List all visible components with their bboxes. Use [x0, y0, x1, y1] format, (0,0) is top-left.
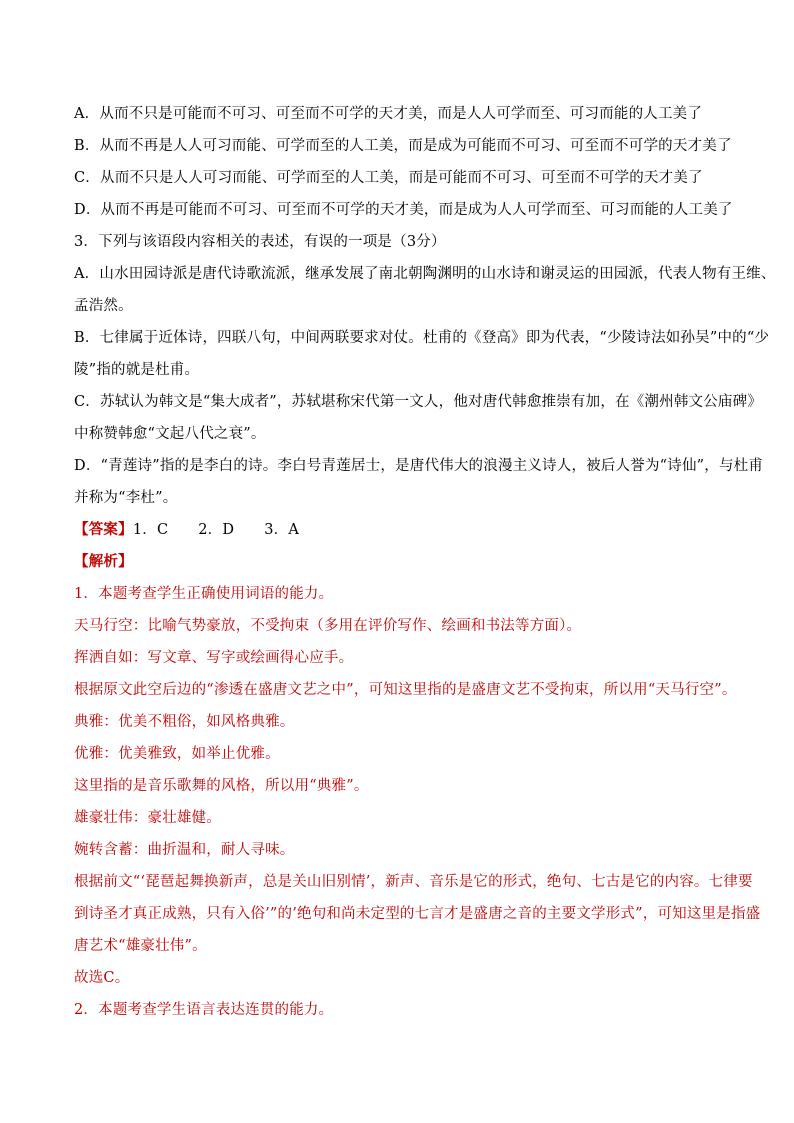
analysis-line: 唐艺术“雄豪壮伟”。 [74, 938, 207, 954]
analysis-tag: 【解析】 [74, 553, 133, 570]
analysis-heading [74, 546, 724, 578]
option-c: C．从而不只是人人可习而能、可学而至的人工美，而是可能而不可习、可至而不可学的天才美了 [74, 170, 703, 186]
question-3-stem: 3．下列与该语段内容相关的表述，有误的一项是（3分） [74, 234, 446, 250]
answer-2: 2．D [198, 522, 235, 538]
answer-tag: 【答案】 [74, 521, 133, 538]
q3-option-a-line1: A．山水田园诗派是唐代诗歌流派，继承发展了南北朝陶渊明的山水诗和谢灵运的田园派，代表人物有王维、 [74, 266, 776, 282]
analysis-line: 1．本题考查学生正确使用词语的能力。 [74, 586, 334, 602]
q3-option-b-line2: 陵”指的就是杜甫。 [74, 362, 200, 378]
q3-option-b-line1: B．七律属于近体诗，四联八句，中间两联要求对仗。杜甫的《登高》即为代表，“少陵诗法如孙吴”中的“少 [74, 330, 770, 346]
answer-1: 1．C [132, 522, 169, 538]
analysis-line: 雄豪壮伟：豪壮雄健。 [74, 810, 221, 826]
analysis-line: 挥洒自如：写文章、写字或绘画得心应手。 [74, 650, 354, 666]
analysis-line: 这里指的是音乐歌舞的风格，所以用“典雅”。 [74, 778, 369, 794]
q3-option-a-line2: 孟浩然。 [74, 298, 133, 314]
answer-3: 3．A [264, 522, 299, 538]
option-b: B．从而不再是人人可习而能、可学而至的人工美，而是成为可能而不可习、可至而不可学的天才美了 [74, 138, 732, 154]
analysis-line: 根据前文“‘琵琶起舞换新声，总是关山旧别情’，新声、音乐是它的形式，绝句、七古是它的内容。七律要 [74, 874, 753, 890]
analysis-line: 典雅：优美不粗俗，如风格典雅。 [74, 714, 295, 730]
q3-option-d-line2: 并称为“李杜”。 [74, 490, 178, 506]
option-a: A．从而不只是可能而不可习、可至而不可学的天才美，而是人人可学而至、可习而能的人工美了 [74, 106, 703, 122]
answer-line [74, 514, 724, 546]
analysis-line: 根据原文此空后边的“渗透在盛唐文艺之中”，可知这里指的是盛唐文艺不受拘束，所以用“天马行空”。 [74, 682, 737, 698]
analysis-line: 到诗圣才真正成熟，只有入俗’”的’绝句和尚未定型的七言才是盛唐之音的主要文学形式”，可知这里是指盛 [74, 906, 761, 922]
analysis-line: 婉转含蓄：曲折温和，耐人寻味。 [74, 842, 295, 858]
q3-option-c-line1: C．苏轼认为韩文是“集大成者”，苏轼堪称宋代第一文人，他对唐代韩愈推崇有加，在《潮州韩文公庙碑》 [74, 394, 763, 410]
analysis-line: 2．本题考查学生语言表达连贯的能力。 [74, 1002, 334, 1018]
document-page [74, 98, 776, 1026]
analysis-line: 天马行空：比喻气势豪放，不受拘束（多用在评价写作、绘画和书法等方面）。 [74, 618, 582, 634]
analysis-line: 优雅：优美雅致，如举止优雅。 [74, 746, 280, 762]
analysis-line: 故选C。 [74, 970, 130, 986]
option-d: D．从而不再是可能而不可习、可至而不可学的天才美，而是成为人人可学而至、可习而能的人工美了 [74, 202, 733, 218]
q3-option-c-line2: 中称赞韩愈“文起八代之衰”。 [74, 426, 266, 442]
q3-option-d-line1: D．“青莲诗”指的是李白的诗。李白号青莲居士，是唐代伟大的浪漫主义诗人，被后人誉为“诗仙”，与杜甫 [74, 458, 764, 474]
